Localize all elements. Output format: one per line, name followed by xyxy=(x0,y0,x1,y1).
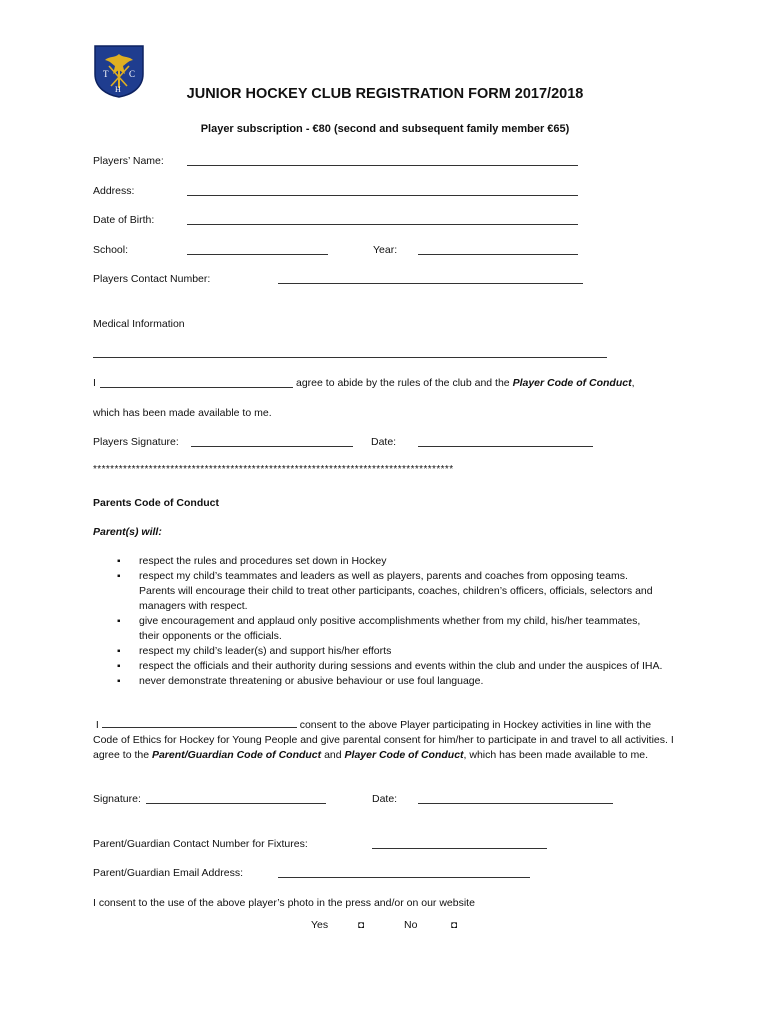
agreement-comma: , xyxy=(631,377,635,389)
parent-date-label: Date: xyxy=(372,793,398,805)
parents-will-label: Parent(s) will: xyxy=(93,526,162,538)
section-separator: ************************************************************************************ xyxy=(93,464,454,475)
players-name-label: Players’ Name: xyxy=(93,155,164,167)
logo-letter-t: T xyxy=(103,69,109,79)
photo-consent-yes-checkbox[interactable]: ◘ xyxy=(358,920,365,931)
medical-info-field[interactable] xyxy=(93,357,607,358)
parents-code-heading: Parents Code of Conduct xyxy=(93,497,220,509)
list-item: ▪ respect my child’s leader(s) and support his/her efforts xyxy=(93,644,663,659)
consent-text-2: , which has been made available to me. xyxy=(463,749,648,761)
players-date-label: Date: xyxy=(371,436,397,448)
photo-consent-label: I consent to the use of the above player’s photo in the press and/or on our website xyxy=(93,897,475,909)
parent-signature-label: Signature: xyxy=(93,793,141,805)
agreement-name-field[interactable] xyxy=(100,387,293,388)
address-field[interactable] xyxy=(187,195,578,196)
parent-contact-label: Parent/Guardian Contact Number for Fixtures: xyxy=(93,838,308,850)
logo-letter-c: C xyxy=(129,69,136,79)
consent-prefix: I xyxy=(95,719,99,731)
agreement-text: agree to abide by the rules of the club and the xyxy=(296,377,510,389)
consent-paragraph xyxy=(93,718,678,763)
parent-email-field[interactable] xyxy=(278,877,530,878)
school-field[interactable] xyxy=(187,254,328,255)
agreement-line xyxy=(296,377,635,389)
form-title: JUNIOR HOCKEY CLUB REGISTRATION FORM 2017/2018 xyxy=(186,86,584,102)
players-contact-label: Players Contact Number: xyxy=(93,273,211,285)
list-item: ▪ respect my child’s teammates and leaders as well as players, parents and coaches from opposing teams. Parents will encourage their child to treat other participants, coaches, children’s officers, officials, selectors and managers with respect. xyxy=(93,569,663,614)
address-label: Address: xyxy=(93,185,135,197)
photo-consent-no-checkbox[interactable]: ◘ xyxy=(451,920,458,931)
list-item: ▪ respect the rules and procedures set down in Hockey xyxy=(93,554,663,569)
school-label: School: xyxy=(93,244,129,256)
players-name-field[interactable] xyxy=(187,165,578,166)
list-item: ▪ never demonstrate threatening or abusive behaviour or use foul language. xyxy=(93,674,663,689)
consent-and: and xyxy=(324,749,342,761)
logo-letter-h: H xyxy=(115,85,121,94)
parents-conduct-list xyxy=(93,554,663,689)
players-signature-label: Players Signature: xyxy=(93,436,179,448)
photo-consent-no-label: No xyxy=(404,919,418,931)
subscription-info: Player subscription - €80 (second and subsequent family member €65) xyxy=(200,123,570,135)
parent-guardian-code-of-conduct: Parent/Guardian Code of Conduct xyxy=(151,749,322,761)
date-of-birth-label: Date of Birth: xyxy=(93,214,155,226)
consent-name-field[interactable] xyxy=(102,718,297,728)
consent-text-1: consent to the above Player participating in Hockey activities in line with the Code of Ethics for Hockey for Young People and give parental consent for him/her to participate in and travel to all activities. I agree to the xyxy=(93,719,674,761)
parent-signature-field[interactable] xyxy=(146,803,326,804)
date-of-birth-field[interactable] xyxy=(187,224,578,225)
photo-consent-yes-label: Yes xyxy=(311,919,329,931)
list-item: ▪ respect the officials and their authority during sessions and events within the club and under the auspices of IHA. xyxy=(93,659,663,674)
player-code-of-conduct: Player Code of Conduct xyxy=(512,377,632,389)
parent-email-label: Parent/Guardian Email Address: xyxy=(93,867,243,879)
agreement-line-2: which has been made available to me. xyxy=(93,407,272,419)
consent-player-code-of-conduct: Player Code of Conduct xyxy=(344,749,464,761)
parent-date-field[interactable] xyxy=(418,803,613,804)
players-signature-field[interactable] xyxy=(191,446,353,447)
year-label: Year: xyxy=(373,244,398,256)
parent-contact-field[interactable] xyxy=(372,848,547,849)
players-contact-field[interactable] xyxy=(278,283,583,284)
medical-info-label: Medical Information xyxy=(93,318,185,330)
agreement-prefix: I xyxy=(93,377,96,389)
players-date-field[interactable] xyxy=(418,446,593,447)
year-field[interactable] xyxy=(418,254,578,255)
list-item: ▪ give encouragement and applaud only positive accomplishments whether from my child, his/her teammates, their opponents or the officials. xyxy=(93,614,663,644)
